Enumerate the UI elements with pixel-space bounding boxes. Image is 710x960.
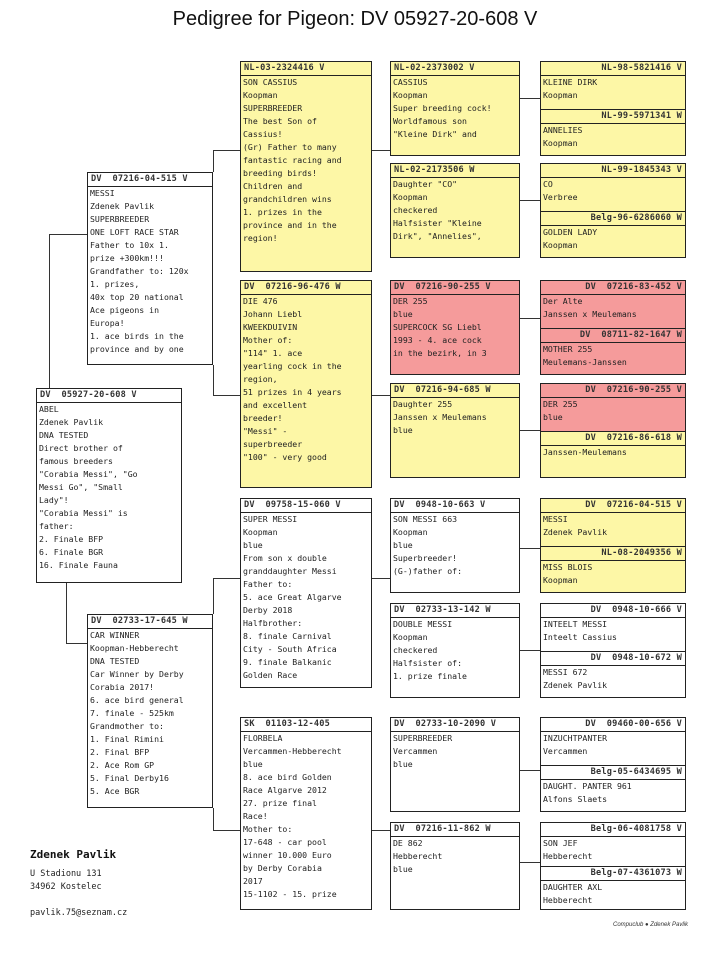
owner-email: pavlik.75@seznam.cz [30,908,128,918]
pedigree-line: SUPERBREEDER [243,103,303,113]
pedigree-line: Vercammen [393,746,438,756]
pedigree-line: 17-648 - car pool [243,837,327,847]
pedigree-line: Zdenek Pavlik [543,679,608,690]
connector-line [66,643,87,644]
pedigree-line: FLORBELA [243,733,283,743]
connector-line [213,150,214,172]
connector-line [520,862,540,863]
pedigree-line: GOLDEN LADY [543,226,598,237]
pedigree-line: granddaughter Messi [243,566,337,576]
pedigree-g5-pair-3 [540,280,686,375]
pedigree-line: SON JEF [543,838,578,848]
pedigree-line: Vercammen-Hebberecht [243,746,342,756]
pedigree-line: Father to: [243,579,293,589]
pedigree-line: Koopman [243,90,278,100]
pedigree-line: blue [393,425,413,435]
pedigree-line: Janssen x Meulemans [393,412,487,422]
great-great-grandparent [541,718,685,765]
pedigree-line: ONE LOFT RACE STAR [90,227,179,237]
pedigree-mother [87,614,213,808]
pedigree-line: Europa! [90,318,125,328]
pedigree-line: Golden Race [243,670,298,680]
pedigree-line: DAUGHTER AXL [543,882,603,892]
pedigree-line: DNA TESTED [39,430,89,440]
pedigree-line: Dirk", "Annelies", [393,231,482,241]
pedigree-line: Cassius! [243,129,283,139]
ring-number: DV 09460-00-656 V [541,718,685,732]
pedigree-line: Derby 2018 [243,605,293,615]
pedigree-ggp-mff [390,498,520,593]
pedigree-line: ANNELIES [543,124,583,135]
pedigree-maternal-grandfather [240,498,372,688]
pedigree-line: DE 862 [393,838,423,848]
pedigree-line: Race! [243,811,268,821]
great-great-grandparent [541,765,685,812]
pedigree-line: SON CASSIUS [243,77,298,87]
pedigree-line: Children and [243,181,303,191]
pedigree-line: Koopman [393,632,428,642]
ring-number: DV 08711-82-1647 W [541,329,685,343]
pedigree-line: Meulemans-Janssen [543,356,627,367]
pedigree-line: Koopman [393,90,428,100]
pedigree-line: checkered [393,205,438,215]
pedigree-g5-pair-5 [540,498,686,593]
pedigree-line: MESSI [90,188,115,198]
pedigree-line: region! [243,233,278,243]
pedigree-line: CAR WINNER [90,630,140,640]
pedigree-line: by Derby Corabia [243,863,322,873]
pedigree-line: Daughter 255 [393,399,453,409]
connector-line [213,830,240,831]
pedigree-line: SUPERCOCK SG Liebl [393,322,482,332]
pedigree-line: Car Winner by Derby [90,669,184,679]
pedigree-line: Janssen x Meulemans [543,309,637,319]
pedigree-line: Lady"! [39,495,69,505]
connector-line [372,395,390,396]
ring-number: NL-08-2049356 W [541,547,685,561]
ring-number: DV 02733-13-142 W [391,604,519,618]
pedigree-line: Hebberecht [543,851,593,861]
pedigree-subject [36,388,182,583]
pedigree-line: Koopman [543,239,578,250]
pedigree-line: "Messi" - [243,426,288,436]
pedigree-line: Koopman [543,574,578,585]
pedigree-line: father: [39,521,74,531]
pedigree-line: Grandfather to: 120x [90,266,189,276]
pedigree-line: winner 10.000 Euro [243,850,332,860]
great-great-grandparent [541,109,685,156]
ring-number: DV 02733-10-2090 V [391,718,519,732]
connector-line [520,318,540,319]
pedigree-line: "Kleine Dirk" and [393,129,477,139]
pedigree-line: MESSI 672 [543,666,588,677]
connector-line [520,98,540,99]
pedigree-line: 1. Final Rimini [90,734,164,744]
pedigree-line: KLEINE DIRK [543,77,598,87]
pedigree-line: Halfsister "Kleine [393,218,482,228]
pedigree-line: DIE 476 [243,296,278,306]
ring-number: DV 05927-20-608 V [37,389,181,403]
ring-number: DV 07216-83-452 V [541,281,685,295]
pedigree-line: KWEEKDUIVIN [243,322,298,332]
pedigree-line: MOTHER 255 [543,343,593,354]
pedigree-line: superbreeder [243,439,303,449]
pedigree-line: fantastic racing and [243,155,342,165]
pedigree-line: Zdenek Pavlik [90,201,155,211]
pedigree-father [87,172,213,365]
ring-number: DV 07216-04-515 V [541,499,685,513]
page-title: Pedigree for Pigeon: DV 05927-20-608 V [172,8,538,30]
pedigree-line: breeder! [243,413,283,423]
pedigree-paternal-grandfather [240,61,372,272]
pedigree-line: 5. Ace BGR [90,786,140,796]
pedigree-line: Zdenek Pavlik [543,527,608,537]
pedigree-line: Hebberecht [543,895,593,905]
pedigree-line: 1. prizes in the [243,207,322,217]
connector-line [213,365,214,395]
pedigree-line: (Gr) Father to many [243,142,337,152]
pedigree-line: DOUBLE MESSI [393,619,453,629]
ring-number: SK 01103-12-405 [241,718,371,732]
pedigree-line: 15-1102 - 15. prize [243,889,337,899]
pedigree-line: SUPERBREEDER [393,733,453,743]
pedigree-line: INZUCHTPANTER [543,733,608,743]
pedigree-line: Corabia 2017! [90,682,155,692]
pedigree-line: breeding birds! [243,168,317,178]
pedigree-g5-pair-4 [540,383,686,478]
connector-line [213,578,214,614]
pedigree-line: MESSI [543,514,568,524]
pedigree-line: Halfbrother: [243,618,303,628]
pedigree-line: ABEL [39,404,59,414]
connector-line [520,650,540,651]
pedigree-line: Hebberecht [393,851,443,861]
pedigree-line: Janssen-Meulemans [543,446,627,457]
great-great-grandparent [541,499,685,546]
pedigree-line: Der Alte [543,296,583,306]
pedigree-g5-pair-1 [540,61,686,156]
ring-number: DV 07216-90-255 V [541,384,685,398]
ring-number: DV 07216-86-618 W [541,432,685,446]
pedigree-line: Koopman [243,527,278,537]
pedigree-line: blue [393,540,413,550]
pedigree-line: CASSIUS [393,77,428,87]
pedigree-line: DER 255 [543,399,578,409]
pedigree-line: Father to 10x 1. [90,240,169,250]
pedigree-line: 40x top 20 national [90,292,184,302]
pedigree-line: blue [393,864,413,874]
owner-city: 34962 Kostelec [30,882,102,892]
pedigree-line: yearling cock in the [243,361,342,371]
great-great-grandparent [541,281,685,328]
pedigree-line: Inteelt Cassius [543,632,617,642]
pedigree-line: prize +300km!!! [90,253,164,263]
ring-number: Belg-06-4081758 V [541,823,685,837]
connector-line [49,234,50,388]
pedigree-g5-pair-7 [540,717,686,812]
pedigree-maternal-grandmother [240,717,372,910]
connector-line [372,578,390,579]
ring-number: NL-99-5971341 W [541,110,685,124]
ring-number: NL-03-2324416 V [241,62,371,76]
pedigree-line: Vercammen [543,746,588,756]
pedigree-line: CO [543,179,553,189]
ring-number: DV 07216-96-476 W [241,281,371,295]
pedigree-line: Ace pigeons in [90,305,160,315]
pedigree-line: MISS BLOIS [543,561,593,572]
pedigree-line: 5. ace Great Algarve [243,592,342,602]
great-great-grandparent [541,651,685,698]
pedigree-line: 2. Final BFP [90,747,150,757]
pedigree-line: Zdenek Pavlik [39,417,104,427]
pedigree-line: Verbree [543,192,578,202]
pedigree-line: 27. prize final [243,798,317,808]
pedigree-g5-pair-2 [540,163,686,258]
pedigree-line: "114" 1. ace [243,348,303,358]
pedigree-line: 1. prizes, [90,279,140,289]
pedigree-line: blue [393,309,413,319]
pedigree-line: "Corabia Messi" is [39,508,128,518]
pedigree-ggp-mfm [390,603,520,698]
pedigree-line: Koopman [393,192,428,202]
pedigree-line: "100" - very good [243,452,327,462]
owner-name: Zdenek Pavlik [30,848,117,861]
great-great-grandparent [541,546,685,593]
pedigree-line: INTEELT MESSI [543,619,608,629]
pedigree-line: Mother to: [243,824,293,834]
pedigree-line: 7. finale - 525km [90,708,174,718]
ring-number: NL-99-1845343 V [541,164,685,178]
pedigree-line: SON MESSI 663 [393,514,458,524]
pedigree-line: blue [543,412,563,422]
ring-number: DV 0948-10-672 W [541,652,685,666]
connector-line [213,150,240,151]
footer-credit: Compuclub ● Zdenek Pavlik [613,922,688,928]
pedigree-line: Halfsister of: [393,658,463,668]
ring-number: DV 07216-04-515 V [88,173,212,187]
connector-line [372,150,390,151]
great-great-grandparent [541,604,685,651]
pedigree-line: DNA TESTED [90,656,140,666]
pedigree-ggp-mmf [390,717,520,812]
pedigree-line: 51 prizes in 4 years [243,387,342,397]
pedigree-line: checkered [393,645,438,655]
pedigree-line: City - South Africa [243,644,337,654]
pedigree-line: Koopman [543,90,578,100]
connector-line [66,583,67,643]
pedigree-line: blue [243,540,263,550]
connector-line [213,808,214,830]
pedigree-line: Race Algarve 2012 [243,785,327,795]
great-great-grandparent [541,164,685,211]
pedigree-line: 2. Finale BFP [39,534,104,544]
pedigree-line: Mother of: [243,335,293,345]
pedigree-line: Alfons Slaets [543,793,608,804]
connector-line [49,234,87,235]
ring-number: DV 02733-17-645 W [88,615,212,629]
pedigree-line: Superbreeder! [393,553,458,563]
connector-line [213,578,240,579]
pedigree-line: famous breeders [39,456,113,466]
pedigree-g5-pair-8 [540,822,686,910]
great-great-grandparent [541,62,685,109]
pedigree-line: DER 255 [393,296,428,306]
pedigree-line: Koopman [543,137,578,148]
ring-number: NL-02-2173506 W [391,164,519,178]
ring-number: Belg-07-4361073 W [541,867,685,881]
pedigree-line: (G-)father of: [393,566,463,576]
pedigree-line: 5. Final Derby16 [90,773,169,783]
pedigree-paternal-grandmother [240,280,372,488]
pedigree-line: Worldfamous son [393,116,467,126]
pedigree-line: 8. ace bird Golden [243,772,332,782]
pedigree-line: Messi Go", "Small [39,482,123,492]
pedigree-g5-pair-6 [540,603,686,698]
pedigree-line: 1993 - 4. ace cock [393,335,482,345]
pedigree-ggp-fmf [390,280,520,375]
pedigree-line: Johann Liebl [243,309,303,319]
pedigree-ggp-fff [390,61,520,156]
pedigree-line: SUPERBREEDER [90,214,150,224]
connector-line [520,430,540,431]
pedigree-line: blue [243,759,263,769]
pedigree-ggp-mmm [390,822,520,910]
pedigree-line: 2. Ace Rom GP [90,760,155,770]
ring-number: DV 07216-94-685 W [391,384,519,398]
pedigree-line: 2017 [243,876,263,886]
pedigree-ggp-ffm [390,163,520,258]
pedigree-line: 6. Finale BGR [39,547,104,557]
ring-number: DV 0948-10-666 V [541,604,685,618]
pedigree-line: SUPER MESSI [243,514,298,524]
pedigree-line: Super breeding cock! [393,103,492,113]
pedigree-line: "Corabia Messi", "Go [39,469,138,479]
great-great-grandparent [541,866,685,909]
pedigree-line: 1. prize finale [393,671,467,681]
pedigree-line: 8. finale Carnival [243,631,332,641]
pedigree-line: province and by one [90,344,184,354]
pedigree-line: in the bezirk, in 3 [393,348,487,358]
owner-street: U Stadionu 131 [30,869,102,879]
pedigree-line: 1. ace birds in the [90,331,184,341]
ring-number: DV 0948-10-663 V [391,499,519,513]
pedigree-line: From son x double [243,553,327,563]
ring-number: DV 09758-15-060 V [241,499,371,513]
connector-line [520,548,540,549]
pedigree-line: DAUGHT. PANTER 961 [543,780,632,791]
great-great-grandparent [541,384,685,431]
pedigree-line: Direct brother of [39,443,123,453]
pedigree-line: The best Son of [243,116,317,126]
connector-line [372,830,390,831]
ring-number: Belg-96-6286060 W [541,212,685,226]
connector-line [213,395,240,396]
pedigree-line: and excellent [243,400,308,410]
great-great-grandparent [541,431,685,478]
pedigree-line: Koopman-Hebberecht [90,643,179,653]
pedigree-line: 16. Finale Fauna [39,560,118,570]
pedigree-line: region, [243,374,278,384]
ring-number: NL-02-2373002 V [391,62,519,76]
ring-number: Belg-05-6434695 W [541,766,685,780]
pedigree-line: blue [393,759,413,769]
pedigree-line: Koopman [393,527,428,537]
ring-number: DV 07216-90-255 V [391,281,519,295]
connector-line [520,770,540,771]
great-great-grandparent [541,823,685,866]
pedigree-line: Daughter "CO" [393,179,458,189]
pedigree-line: grandchildren wins [243,194,332,204]
ring-number: DV 07216-11-862 W [391,823,519,837]
ring-number: NL-98-5821416 V [541,62,685,76]
pedigree-line: 9. finale Balkanic [243,657,332,667]
great-great-grandparent [541,211,685,258]
connector-line [520,200,540,201]
pedigree-line: province and in the [243,220,337,230]
pedigree-line: Grandmother to: [90,721,164,731]
pedigree-ggp-fmm [390,383,520,478]
pedigree-line: 6. ace bird general [90,695,184,705]
great-great-grandparent [541,328,685,375]
